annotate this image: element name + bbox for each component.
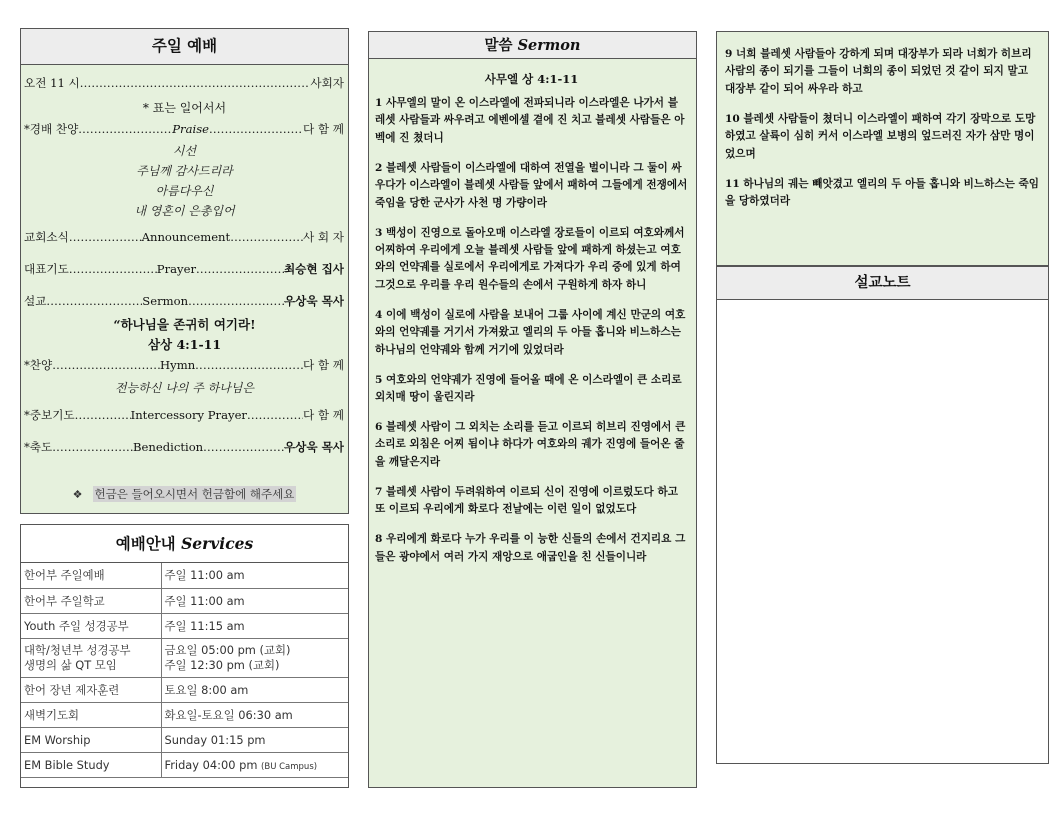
order-intercession <box>24 407 344 423</box>
services-title <box>21 525 348 563</box>
service-time <box>161 638 348 677</box>
service-time: 주일 11:00 am <box>161 563 348 588</box>
service-time: 화요일-토요일 06:30 am <box>161 702 348 727</box>
service-time: Sunday 01:15 pm <box>161 727 348 752</box>
scripture-verse: 1 사무엘의 말이 온 이스라엘에 전파되니라 이스라엘은 나가서 블레셋 사람들과 싸우려고 에벤에셀 곁에 진 치고 블레셋 사람들은 아벡에 진 쳤더니 <box>375 97 685 144</box>
diamond-bullet-icon: ❖ <box>72 488 83 501</box>
sermon-body <box>369 59 696 787</box>
order-benediction-label: *축도 <box>24 440 53 454</box>
hymn-song: 전능하신 나의 주 하나님은 <box>115 381 254 395</box>
services-title-en: Services <box>181 534 254 553</box>
service-name: 새벽기도회 <box>21 702 161 727</box>
scripture-verse: 3 백성이 진영으로 돌아오매 이스라엘 장로들이 이르되 여호와께서 어찌하여 우리에게 오늘 블레셋 사람들 앞에 패하게 하셨는고 여호와의 언약궤를 실로에서 우리에게로 가져다가 우리 중에 있게 하여 그것으로 우리를 우리 원수들의 손에서 구원하게 하자 하니 <box>375 226 685 291</box>
leader-dots <box>203 440 284 454</box>
service-name: 한어 장년 제자훈련 <box>21 677 161 702</box>
leader-dots <box>78 122 172 136</box>
table-row <box>21 563 348 588</box>
order-opening <box>24 75 344 91</box>
order-praise <box>24 121 344 137</box>
order-praise-label: *경배 찬양 <box>24 122 79 136</box>
leader-dots <box>52 358 160 372</box>
order-opening-leader: 사회자 <box>310 76 344 90</box>
service-name: Youth 주일 성경공부 <box>21 613 161 638</box>
order-announcement <box>24 229 344 245</box>
leader-dots <box>69 262 157 276</box>
leader-dots <box>46 294 142 308</box>
scripture-verse: 2 블레셋 사람들이 이스라엘에 대하여 전열을 벌이니라 그 둘이 싸우다가 이스라엘이 블레셋 사람들 앞에서 패하여 그들에게 전쟁에서 죽임을 당한 군사가 사천 명 가량이라 <box>375 161 688 209</box>
table-row <box>21 752 348 777</box>
order-announcement-label: 교회소식 <box>24 230 69 244</box>
services-title-ko: 예배안내 <box>115 535 176 553</box>
praise-song: 아름다우신 <box>155 184 214 198</box>
offering-note-text: 헌금은 들어오시면서 헌금함에 해주세요 <box>94 487 295 501</box>
leader-dots <box>75 408 131 422</box>
sermon-header-en: Sermon <box>517 37 581 54</box>
scripture-verse: 8 우리에게 화로다 누가 우리를 이 능한 신들의 손에서 건지리요 그들은 광야에서 여러 가지 재앙으로 애굽인을 친 신들이니라 <box>375 533 686 563</box>
service-time-line: 금요일 05:00 pm (교회) <box>164 642 291 657</box>
sermon-header-ko: 말씀 <box>484 38 513 54</box>
order-intercession-label: *중보기도 <box>24 408 75 422</box>
scripture-verse: 5 여호와의 언약궤가 진영에 들어올 때에 온 이스라엘이 큰 소리로 외치매 땅이 울린지라 <box>375 373 682 404</box>
leader-dots <box>230 230 303 244</box>
order-benediction-en: Benediction <box>133 440 204 454</box>
scripture-verse: 11 하나님의 궤는 빼앗겼고 엘리의 두 아들 홉니와 비느하스는 죽임을 당하였더라 <box>725 177 1040 208</box>
order-sermon-leader: 우상욱 목사 <box>283 294 344 308</box>
praise-song: 내 영혼이 은총입어 <box>134 204 235 218</box>
worship-title: 주일 예배 <box>21 29 348 65</box>
order-announcement-en: Announcement <box>141 230 231 244</box>
service-location: (BU Campus) <box>261 761 318 772</box>
sermon-title: “하나님을 존귀히 여기라! <box>113 317 256 332</box>
service-name <box>21 638 161 677</box>
leader-dots <box>69 230 142 244</box>
scripture-continued-body <box>717 32 1048 210</box>
worship-order-body <box>21 65 348 513</box>
order-praise-leader: 다 함 께 <box>303 122 344 136</box>
scripture-verse: 9 너희 블레셋 사람들아 강하게 되며 대장부가 되라 너희가 히브리 사람의 종이 되기를 그들이 너희의 종이 되었던 것 같이 되지 말고 대장부 같이 되어 싸우라 하고 <box>725 48 1032 95</box>
order-hymn-label: *찬양 <box>24 358 53 372</box>
service-name: EM Worship <box>21 727 161 752</box>
table-row <box>21 638 348 677</box>
service-name: 한어부 주일학교 <box>21 588 161 613</box>
service-name-line: 생명의 삶 QT 모임 <box>24 657 117 672</box>
offering-note <box>21 486 348 502</box>
order-prayer-en: Prayer <box>156 262 196 276</box>
sermon-notes-panel <box>716 266 1049 764</box>
scripture-reference: 사무엘 상 4:1-11 <box>484 72 579 86</box>
leader-dots <box>80 76 311 90</box>
table-row <box>21 727 348 752</box>
scripture-verse: 4 이에 백성이 실로에 사람을 보내어 그룹 사이에 계신 만군의 여호와의 언약궤를 거기서 가져왔고 엘리의 두 아들 홉니와 비느하스는 하나님의 언약궤와 함께 거기에 있었더라 <box>375 308 686 356</box>
scripture-continued-panel <box>716 31 1049 266</box>
order-sermon <box>24 293 344 309</box>
leader-dots <box>209 122 303 136</box>
order-sermon-en: Sermon <box>142 294 189 308</box>
sermon-panel <box>368 31 697 788</box>
order-benediction <box>24 439 344 455</box>
order-prayer <box>24 261 344 277</box>
leader-dots <box>195 358 303 372</box>
leader-dots <box>196 262 284 276</box>
order-sermon-label: 설교 <box>24 294 47 308</box>
order-prayer-leader: 최승현 집사 <box>283 262 344 276</box>
order-benediction-leader: 우상욱 목사 <box>283 440 344 454</box>
service-time-line: 주일 12:30 pm (교회) <box>164 657 280 672</box>
sermon-scripture: 삼상 4:1-11 <box>147 337 222 352</box>
order-intercession-en: Intercessory Prayer <box>130 408 247 422</box>
leader-dots <box>188 294 284 308</box>
service-time: 토요일 8:00 am <box>161 677 348 702</box>
service-time: 주일 11:00 am <box>161 588 348 613</box>
table-row <box>21 677 348 702</box>
service-time: 주일 11:15 am <box>161 613 348 638</box>
table-row <box>21 613 348 638</box>
service-name: 한어부 주일예배 <box>21 563 161 588</box>
standing-note: * 표는 일어서서 <box>142 101 227 115</box>
service-name-line: 대학/청년부 성경공부 <box>24 642 131 657</box>
order-prayer-label: 대표기도 <box>24 262 69 276</box>
services-panel <box>20 524 349 788</box>
sermon-notes-title: 설교노트 <box>717 267 1048 300</box>
order-hymn-leader: 다 함 께 <box>303 358 344 372</box>
leader-dots <box>52 440 133 454</box>
scripture-verse: 7 블레셋 사람이 두려워하여 이르되 신이 진영에 이르렀도다 하고 또 이르되 우리에게 화로다 전날에는 이런 일이 없었도다 <box>375 485 678 516</box>
table-row <box>21 702 348 727</box>
table-row <box>21 588 348 613</box>
scripture-verse: 6 블레셋 사람이 그 외치는 소리를 듣고 이르되 히브리 진영에서 큰 소리로 외침은 어찌 됨이냐 하다가 여호와의 궤가 진영에 들어온 줄을 깨달은지라 <box>375 421 686 468</box>
order-opening-label: 오전 11 시 <box>24 76 80 90</box>
praise-song: 시선 <box>172 144 197 158</box>
leader-dots <box>247 408 303 422</box>
service-time-text: Friday 04:00 pm <box>164 757 258 772</box>
service-time <box>161 752 348 777</box>
services-table <box>21 563 348 778</box>
sermon-notes-area[interactable] <box>717 300 1048 763</box>
scripture-verse: 10 블레셋 사람들이 쳤더니 이스라엘이 패하여 각기 장막으로 도망하였고 살륙이 심히 커서 이스라엘 보병의 엎드러진 자가 삼만 명이었으며 <box>725 112 1036 160</box>
service-name: EM Bible Study <box>21 752 161 777</box>
sermon-header <box>369 32 696 59</box>
praise-song: 주님께 감사드리라 <box>136 164 233 178</box>
worship-order-panel <box>20 28 349 514</box>
order-intercession-leader: 다 함 께 <box>303 408 344 422</box>
order-hymn-en: Hymn <box>160 358 196 372</box>
order-announcement-leader: 사 회 자 <box>303 230 344 244</box>
order-hymn <box>24 357 344 373</box>
order-praise-en: Praise <box>172 122 210 136</box>
